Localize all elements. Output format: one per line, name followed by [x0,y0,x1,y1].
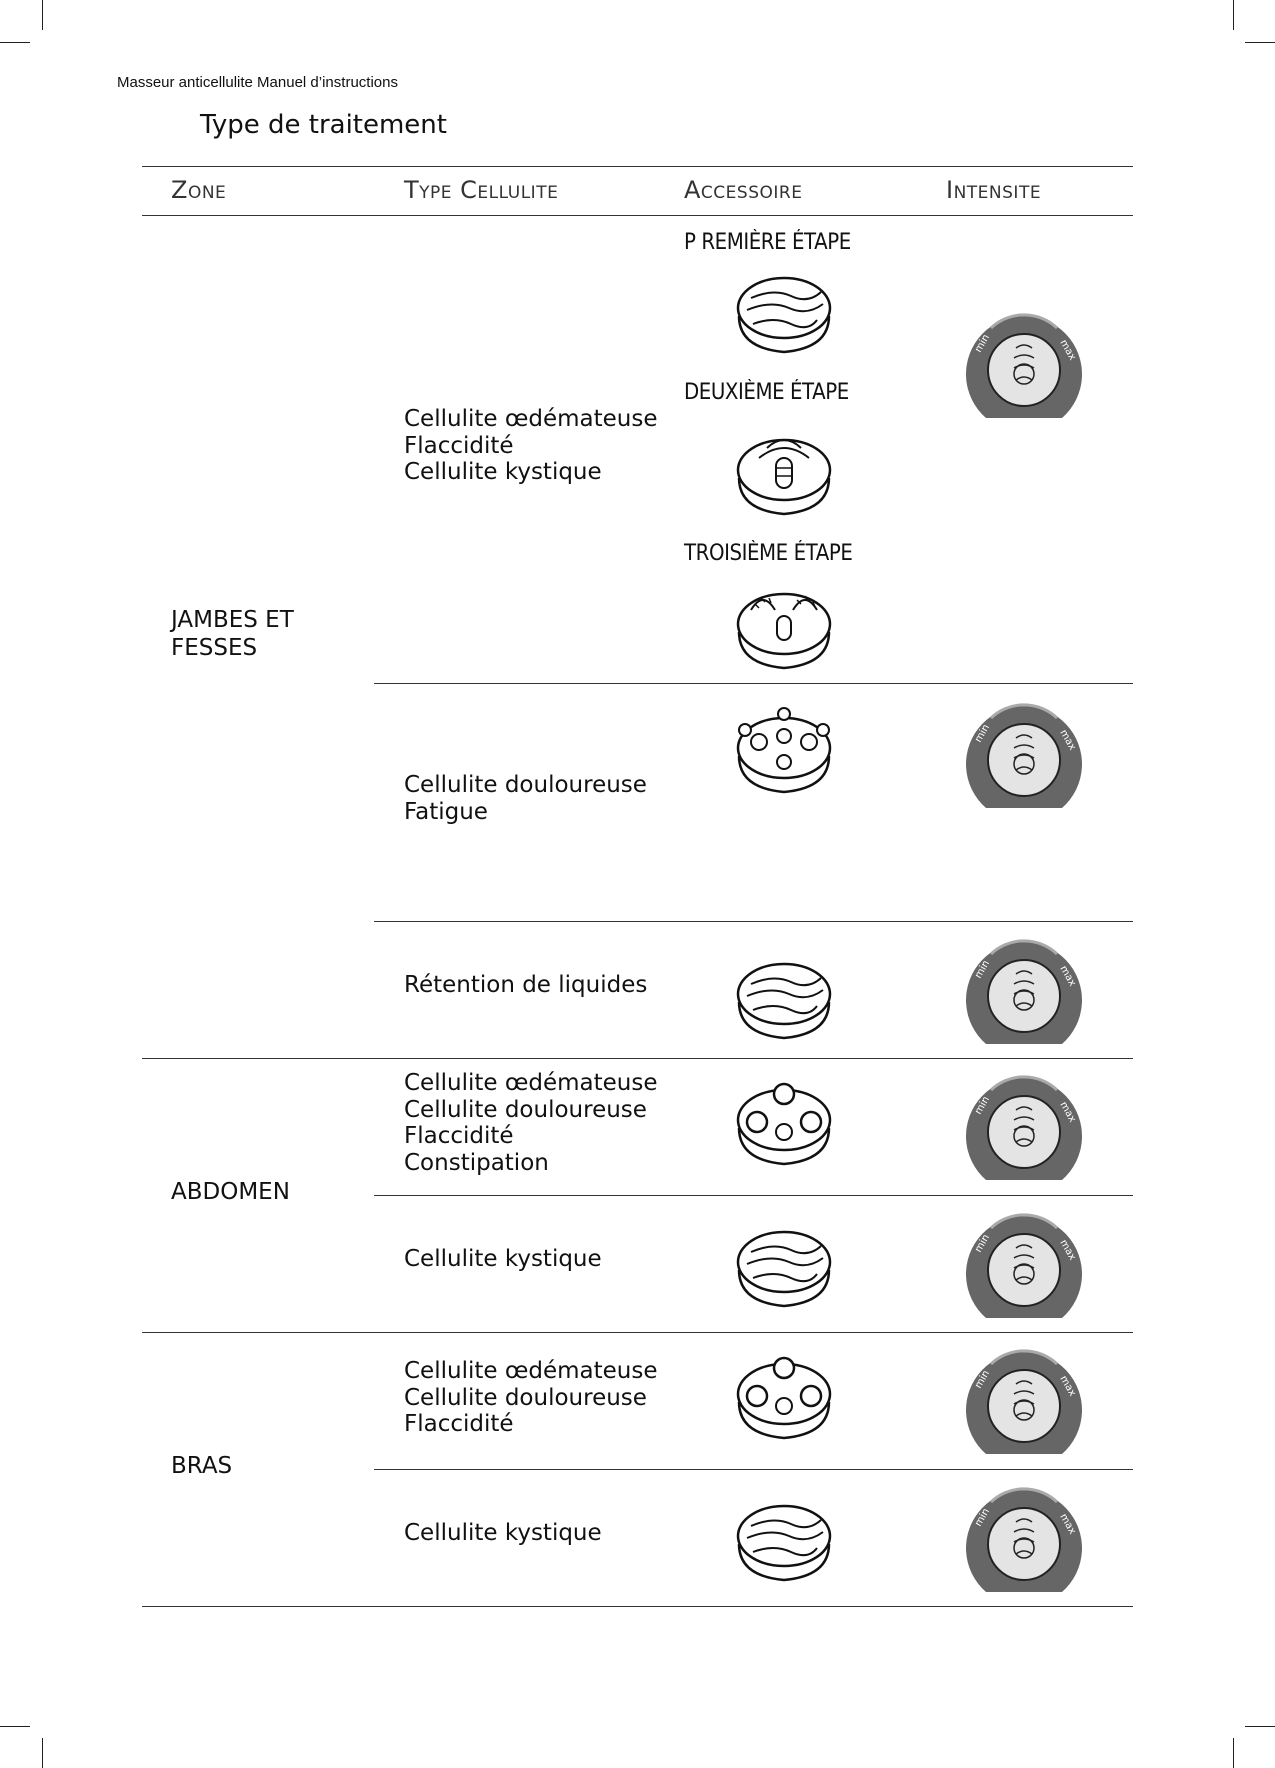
dial-max-label: max [1057,338,1078,363]
dial-min-label: min [973,958,993,981]
cellulite-types [404,1520,602,1547]
accessory-bump-icon [729,1352,839,1442]
dial-min-label: min [973,1506,993,1529]
page-title: Type de traitement [200,110,447,140]
dial-max-label: max [1057,964,1078,989]
zone-arms: BRAS [171,1453,233,1479]
dial-min-label: min [973,1094,993,1117]
accessory-wave-icon [729,952,839,1042]
intensity-dial-icon [966,1482,1082,1600]
dial-max-label: max [1057,728,1078,753]
cellulite-types [404,972,647,999]
type-line: Cellulite œdémateuse [404,1358,658,1384]
step-label-second: DEUXIÈME ÉTAPE [684,380,849,405]
row-divider [374,1195,1133,1196]
document-header: Masseur anticellulite Manuel d’instructions [117,74,398,91]
type-line: Flaccidité [404,432,514,459]
zone-legs: JAMBES ET FESSES [171,607,294,661]
row-divider [374,683,1133,684]
crop-mark [0,42,30,43]
intensity-dial-icon [966,1208,1082,1326]
type-line: Cellulite douloureuse [404,1096,647,1123]
accessory-wave-icon [729,266,839,356]
dial-max-label: max [1057,1512,1078,1537]
crop-mark [42,0,43,30]
step-label-third: TROISIÈME ÉTAPE [684,541,853,566]
table-top-rule [142,166,1133,167]
cellulite-types [404,772,647,825]
zone-divider [142,1058,1133,1059]
type-line: Cellulite douloureuse [404,1384,647,1411]
intensity-dial-icon [966,308,1082,426]
cellulite-types [404,406,657,486]
cellulite-types [404,1070,657,1176]
accessory-wave-icon [729,1494,839,1584]
accessory-roller-icon [729,428,839,518]
type-line: Cellulite œdémateuse [404,1070,658,1096]
accessory-bump-icon [729,1078,839,1168]
accessory-star-icon [729,706,839,796]
header-bottom-rule [142,215,1133,216]
accessory-brush-icon [729,582,839,672]
type-line: Cellulite kystique [404,459,602,485]
crop-mark [1233,0,1234,30]
column-header-intensity: Intensite [946,176,1042,204]
type-line: Flaccidité [404,1411,514,1437]
type-line: Flaccidité [404,1123,514,1149]
crop-mark [42,1738,43,1768]
type-line: Cellulite kystique [404,1246,602,1272]
type-line: Constipation [404,1149,549,1176]
crop-mark [0,1726,30,1727]
row-divider [374,921,1133,922]
column-header-type: Type Cellulite [404,176,559,204]
step-label-first: P REMIÈRE ÉTAPE [684,230,851,255]
cellulite-types [404,1358,657,1438]
crop-mark [1233,1738,1234,1768]
column-header-accessory: Accessoire [684,176,803,204]
crop-mark [1245,42,1275,43]
dial-min-label: min [973,722,993,745]
dial-max-label: max [1057,1238,1078,1263]
crop-mark [1245,1726,1275,1727]
intensity-dial-icon [966,934,1082,1052]
type-line: Cellulite kystique [404,1520,602,1546]
type-line: Cellulite douloureuse [404,772,647,798]
intensity-dial-icon [966,698,1082,816]
dial-max-label: max [1057,1100,1078,1125]
dial-min-label: min [973,1232,993,1255]
dial-max-label: max [1057,1374,1078,1399]
dial-min-label: min [973,1368,993,1391]
zone-divider [142,1332,1133,1333]
zone-abdomen: ABDOMEN [171,1179,290,1205]
row-divider [374,1469,1133,1470]
type-line: Rétention de liquides [404,972,648,998]
dial-min-label: min [973,332,993,355]
intensity-dial-icon [966,1344,1082,1462]
type-line: Cellulite œdémateuse [404,406,658,432]
cellulite-types [404,1246,602,1273]
column-header-zone: Zone [171,176,227,204]
type-line: Fatigue [404,798,488,825]
intensity-dial-icon [966,1070,1082,1188]
accessory-wave-icon [729,1220,839,1310]
table-bottom-rule [142,1606,1133,1607]
